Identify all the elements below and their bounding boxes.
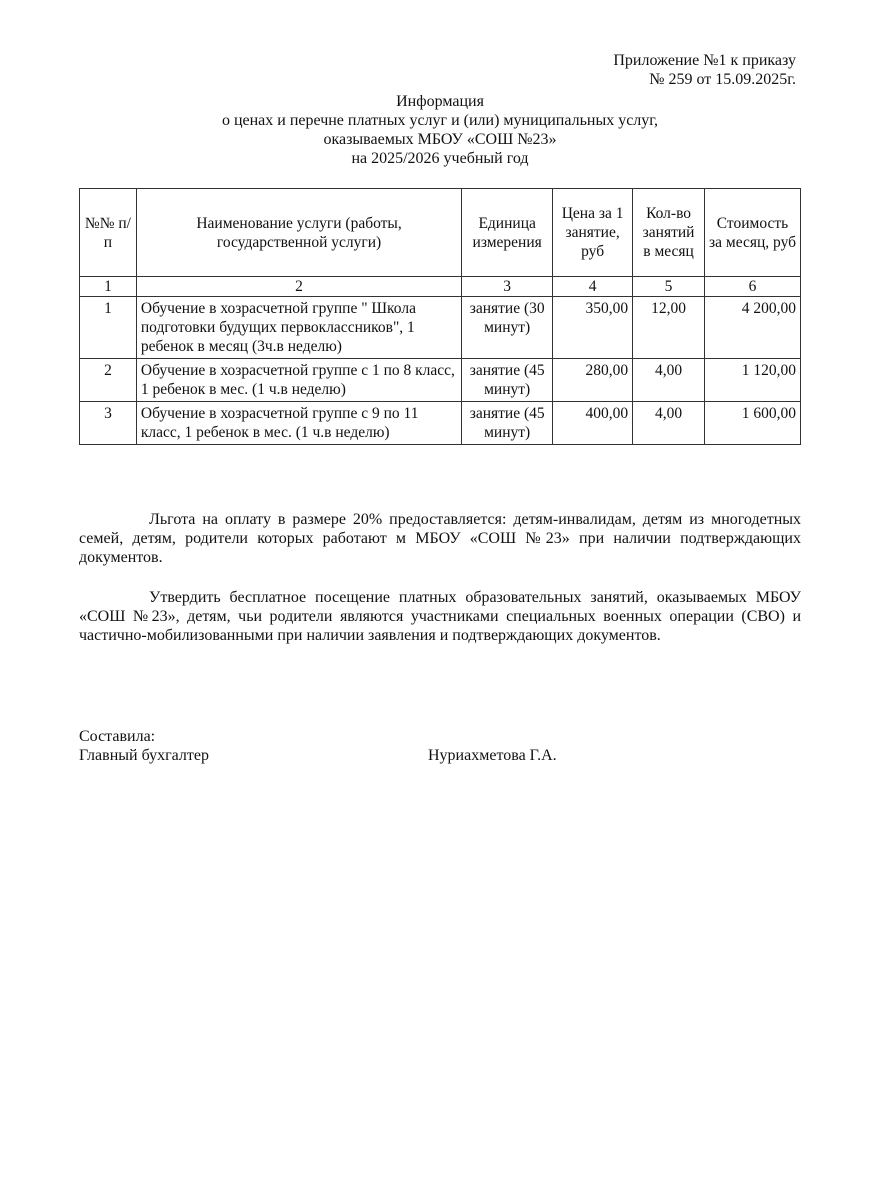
table-row: [80, 359, 801, 402]
price: 350,00: [553, 297, 633, 359]
column-number: 3: [462, 277, 553, 297]
column-number: 5: [633, 277, 705, 297]
column-header: Наименование услуги (работы, государственной услуги): [136, 189, 461, 277]
column-header: Единица измерения: [462, 189, 553, 277]
column-number: 1: [80, 277, 137, 297]
service-name: Обучение в хозрасчетной группе " Школа подготовки будущих первоклассников", 1 ребенок в месяц (3ч.в неделю): [136, 297, 461, 359]
column-header: №№ п/п: [80, 189, 137, 277]
title-line: оказываемых МБОУ «СОШ №23»: [323, 131, 557, 148]
monthly-cost: 1 600,00: [705, 402, 801, 445]
signer-position: Главный бухгалтер: [79, 747, 209, 764]
unit: занятие (45 минут): [462, 359, 553, 402]
price: 400,00: [553, 402, 633, 445]
service-name: Обучение в хозрасчетной группе с 9 по 11 класс, 1 ребенок в мес. (1 ч.в неделю): [136, 402, 461, 445]
compiled-by: [79, 727, 209, 765]
lesson-count: 4,00: [633, 402, 705, 445]
column-number: 6: [705, 277, 801, 297]
appendix-line: Приложение №1 к приказу: [613, 52, 796, 69]
column-header: Стоимость за месяц, руб: [705, 189, 801, 277]
monthly-cost: 1 120,00: [705, 359, 801, 402]
row-number: 2: [80, 359, 137, 402]
title-line: на 2025/2026 учебный год: [351, 150, 529, 167]
column-header: Кол-во занятий в месяц: [633, 189, 705, 277]
monthly-cost: 4 200,00: [705, 297, 801, 359]
unit: занятие (45 минут): [462, 402, 553, 445]
unit: занятие (30 минут): [462, 297, 553, 359]
compiled-label: Составила:: [79, 728, 156, 745]
title-line: о ценах и перечне платных услуг и (или) муниципальных услуг,: [221, 112, 659, 129]
column-number: 2: [136, 277, 461, 297]
row-number: 3: [80, 402, 137, 445]
appendix-reference: [613, 51, 796, 89]
column-number-row: [80, 277, 801, 297]
lesson-count: 4,00: [633, 359, 705, 402]
price-table: [79, 188, 801, 445]
service-name: Обучение в хозрасчетной группе с 1 по 8 класс, 1 ребенок в мес. (1 ч.в неделю): [136, 359, 461, 402]
lesson-count: 12,00: [633, 297, 705, 359]
column-header: Цена за 1 занятие, руб: [553, 189, 633, 277]
order-line: № 259 от 15.09.2025г.: [649, 71, 796, 88]
column-number: 4: [553, 277, 633, 297]
table-row: [80, 402, 801, 445]
title-line: Информация: [396, 93, 484, 110]
row-number: 1: [80, 297, 137, 359]
document-title: [79, 92, 801, 168]
table-row: [80, 297, 801, 359]
signer-name: Нуриахметова Г.А.: [428, 747, 557, 764]
free-attendance-paragraph: Утвердить бесплатное посещение платных образовательных занятий, оказываемых МБОУ «СОШ №23», детям, чьи родители являются участниками специальных военных операции (СВО) и частично-мобилизованными при наличии заявления и подтверждающих документов.: [79, 589, 801, 644]
discount-paragraph: Льгота на оплату в размере 20% предоставляется: детям-инвалидам, детям из многодетных семей, детям, родители которых работают м МБОУ «СОШ №23» при наличии подтверждающих документов.: [79, 511, 801, 566]
price: 280,00: [553, 359, 633, 402]
table-header-row: [80, 189, 801, 277]
